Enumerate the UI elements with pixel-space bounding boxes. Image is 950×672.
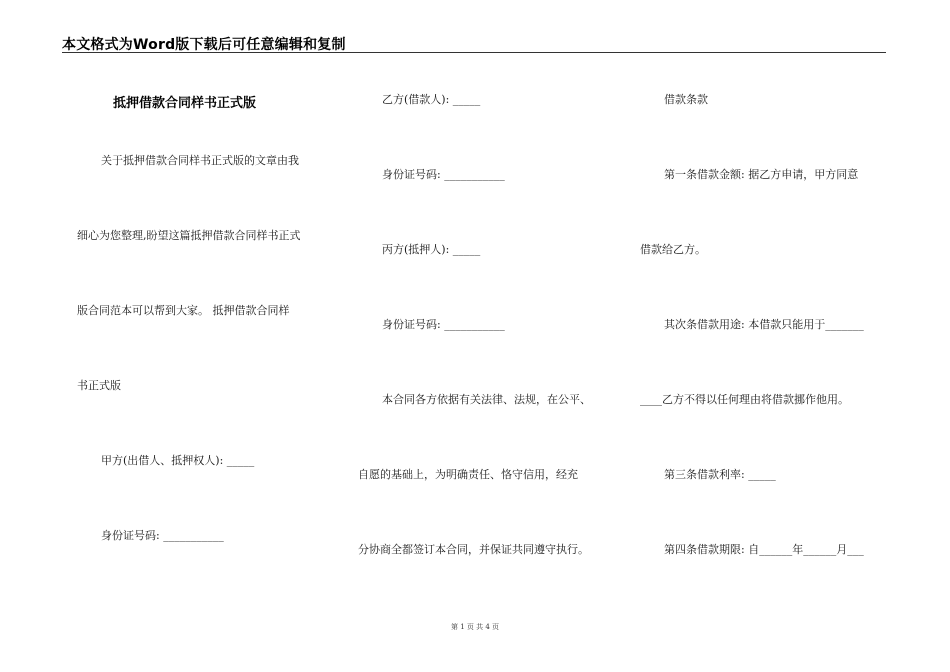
col1-line-6: 身份证号码: ___________ [101, 529, 224, 542]
col1-line-2: 细心为您整理,盼望这篇抵押借款合同样书正式 [77, 229, 301, 242]
col3-line-6: 第三条借款利率: _____ [664, 468, 776, 481]
col2-line-1: 乙方(借款人): _____ [382, 93, 481, 106]
document-header: 本文格式为Word版下载后可任意编辑和复制 [62, 37, 346, 53]
col1-line-3: 版合同范本可以帮到大家。 抵押借款合同样 [77, 304, 290, 317]
col3-line-7: 第四条借款期限: 自______年______月___ [664, 543, 864, 556]
col2-line-2: 身份证号码: ___________ [382, 168, 505, 181]
col3-line-4: 其次条借款用途: 本借款只能用于_______ [664, 318, 864, 331]
col2-line-7: 分协商全都签订本合同，并保证共同遵守执行。 [358, 543, 589, 556]
col3-line-5: ____乙方不得以任何理由将借款挪作他用。 [640, 393, 849, 406]
col1-line-1: 关于抵押借款合同样书正式版的文章由我 [101, 154, 299, 167]
col2-line-5: 本合同各方依据有关法律、法规，在公平、 [382, 393, 591, 406]
col2-line-3: 丙方(抵押人): _____ [382, 243, 481, 256]
col1-line-4: 书正式版 [77, 379, 121, 392]
col3-line-2: 第一条借款金额: 据乙方申请，甲方同意 [664, 168, 859, 181]
document-title: 抵押借款合同样书正式版 [113, 96, 257, 111]
header-divider [62, 52, 886, 53]
page-number: 第 1 页 共 4 页 [450, 623, 500, 631]
col2-line-6: 自愿的基础上，为明确责任、恪守信用，经充 [358, 468, 578, 481]
col3-line-1: 借款条款 [664, 93, 708, 106]
col1-line-5: 甲方(出借人、抵押权人): _____ [101, 454, 255, 467]
col3-line-3: 借款给乙方。 [640, 243, 706, 256]
col2-line-4: 身份证号码: ___________ [382, 318, 505, 331]
